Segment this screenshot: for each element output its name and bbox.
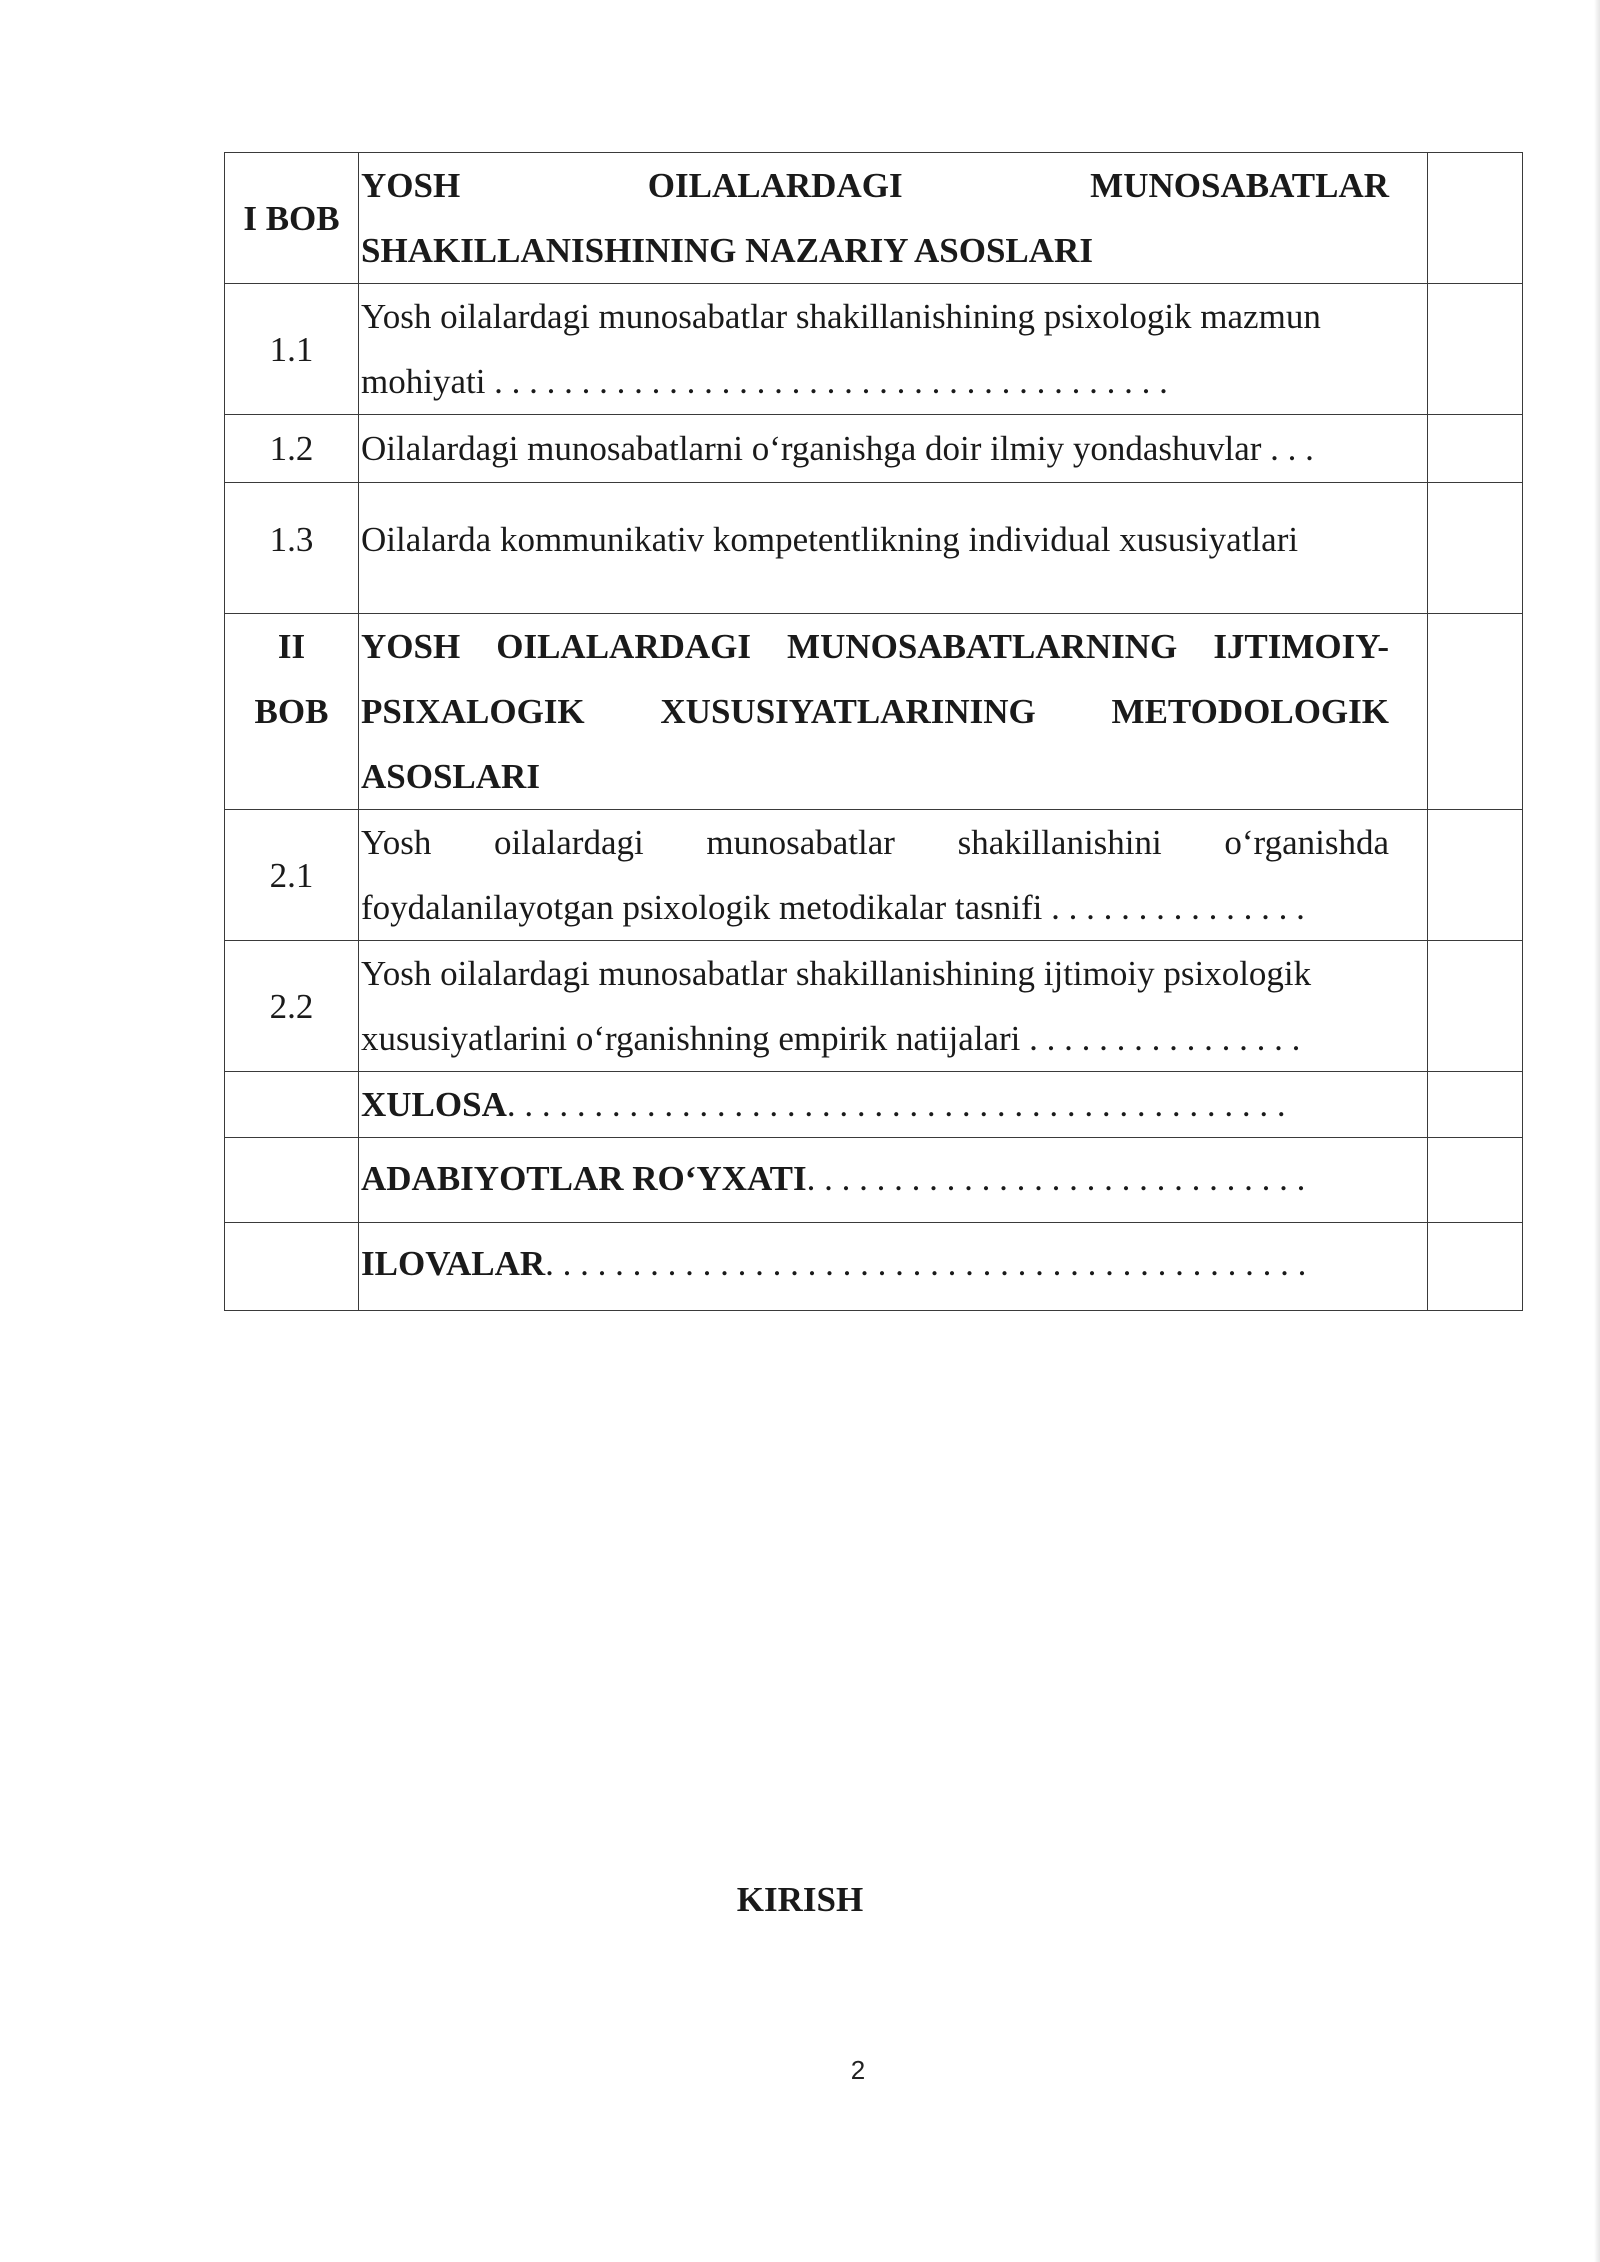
toc-title-line: SHAKILLANISHINING NAZARIY ASOSLARI xyxy=(361,231,1093,270)
toc-row-section xyxy=(225,415,1523,483)
toc-chapter-number-line: II xyxy=(277,627,306,666)
toc-section-title: Oilalarda kommunikativ kompetentlikning individual xususiyatlari xyxy=(359,483,1428,614)
toc-page-cell xyxy=(1428,284,1523,415)
toc-bold-title: ILOVALAR xyxy=(361,1244,546,1283)
toc-title-line: Yosh oilalardagi munosabatlar shakillanishining ijtimoiy psixologik xyxy=(361,954,1312,993)
section-heading-kirish: KIRISH xyxy=(736,1880,864,1919)
toc-appendix-title xyxy=(359,1223,1428,1311)
toc-page-cell xyxy=(1428,1072,1523,1138)
page-edge-shadow xyxy=(1594,0,1600,2262)
toc-empty-number xyxy=(225,1223,359,1311)
toc-title-line: ASOSLARI xyxy=(361,757,540,796)
toc-row-references xyxy=(225,1138,1523,1223)
table-of-contents xyxy=(224,152,1523,1311)
toc-row-section xyxy=(225,284,1523,415)
toc-page-cell xyxy=(1428,941,1523,1072)
toc-section-number: 2.1 xyxy=(225,810,359,941)
toc-section-number: 2.2 xyxy=(225,941,359,1072)
toc-section-number: 1.2 xyxy=(225,415,359,483)
toc-chapter-number-line: BOB xyxy=(254,692,329,731)
toc-page-cell xyxy=(1428,1138,1523,1223)
toc-empty-number xyxy=(225,1138,359,1223)
toc-row-section xyxy=(225,810,1523,941)
toc-title-line: PSIXALOGIK XUSUSIYATLARINING METODOLOGIK xyxy=(361,692,1389,731)
toc-row-section xyxy=(225,941,1523,1072)
toc-conclusion-title xyxy=(359,1072,1428,1138)
toc-page-cell xyxy=(1428,415,1523,483)
toc-bold-title: ADABIYOTLAR RO‘YXATI xyxy=(361,1159,807,1198)
toc-chapter-title xyxy=(359,153,1428,284)
toc-page-cell xyxy=(1428,614,1523,810)
toc-page-cell xyxy=(1428,153,1523,284)
toc-section-title xyxy=(359,941,1428,1072)
toc-title-line: Yosh oilalardagi munosabatlar shakillanishining psixologik mazmun xyxy=(361,297,1321,336)
toc-chapter-number: I BOB xyxy=(225,153,359,284)
toc-section-number: 1.1 xyxy=(225,284,359,415)
toc-section-title: Oilalardagi munosabatlarni o‘rganishga doir ilmiy yondashuvlar . . . xyxy=(359,415,1428,483)
toc-title-line: foydalanilayotgan psixologik metodikalar tasnifi . . . . . . . . . . . . . . . xyxy=(361,888,1305,927)
toc-title-line: YOSH OILALARDAGI MUNOSABATLARNING IJTIMOIY- xyxy=(361,627,1389,666)
toc-title-line: xususiyatlarini o‘rganishning empirik natijalari . . . . . . . . . . . . . . . . xyxy=(361,1019,1301,1058)
toc-chapter-title xyxy=(359,614,1428,810)
toc-row-conclusion xyxy=(225,1072,1523,1138)
toc-leader-dots: . . . . . . . . . . . . . . . . . . . . . . . . . . . . . . . . . . . . . . . . . . . . . xyxy=(506,1085,1286,1124)
toc-title-line: mohiyati . . . . . . . . . . . . . . . . . . . . . . . . . . . . . . . . . . . . . . . xyxy=(361,362,1168,401)
page-number: 2 xyxy=(850,2055,866,2085)
toc-leader-dots: . . . . . . . . . . . . . . . . . . . . . . . . . . . . . xyxy=(806,1159,1306,1198)
toc-title-line: YOSH OILALARDAGI MUNOSABATLAR xyxy=(361,166,1389,205)
toc-page-cell xyxy=(1428,1223,1523,1311)
toc-section-title xyxy=(359,810,1428,941)
toc-bold-title: XULOSA xyxy=(361,1085,507,1124)
toc-leader-dots: . . . . . . . . . . . . . . . . . . . . . . . . . . . . . . . . . . . . . . . . . . . . xyxy=(545,1244,1307,1283)
toc-empty-number xyxy=(225,1072,359,1138)
toc-row-chapter-2 xyxy=(225,614,1523,810)
toc-row-appendix xyxy=(225,1223,1523,1311)
toc-section-title xyxy=(359,284,1428,415)
toc-chapter-number xyxy=(225,614,359,810)
toc-section-number: 1.3 xyxy=(225,483,359,614)
toc-row-section xyxy=(225,483,1523,614)
toc-row-chapter-1 xyxy=(225,153,1523,284)
toc-title-line: Yosh oilalardagi munosabatlar shakillanishini o‘rganishda xyxy=(361,823,1389,862)
toc-page-cell xyxy=(1428,810,1523,941)
toc-page-cell xyxy=(1428,483,1523,614)
toc-references-title xyxy=(359,1138,1428,1223)
